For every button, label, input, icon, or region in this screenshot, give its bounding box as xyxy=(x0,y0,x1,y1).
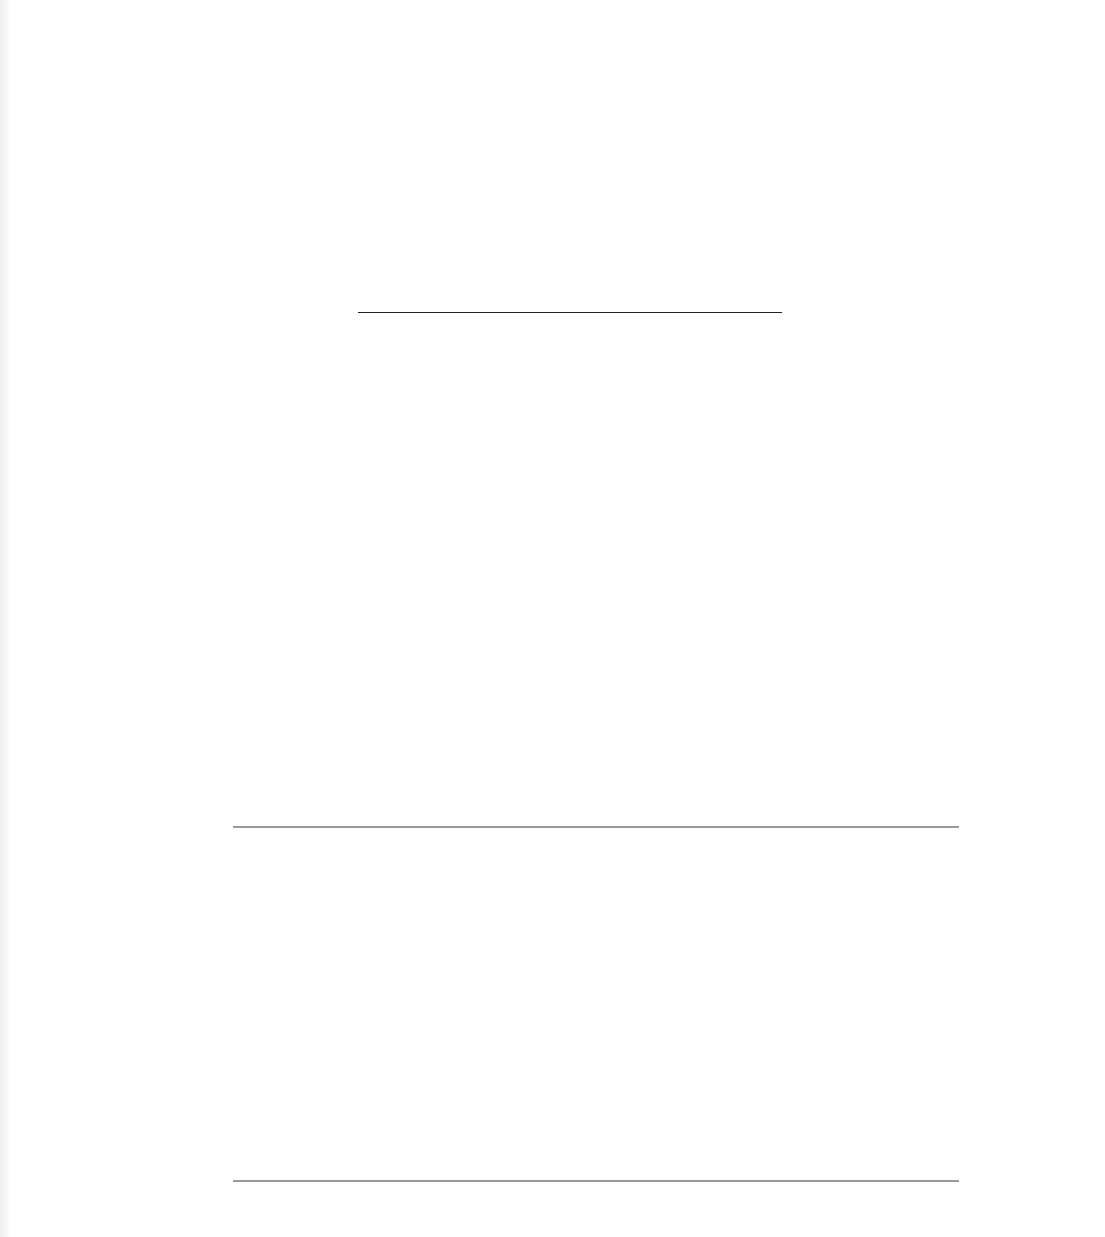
header-x1 xyxy=(360,290,418,313)
header-x5 xyxy=(628,290,686,313)
page-left-edge-shadow xyxy=(0,0,10,1237)
hospital-data-table xyxy=(358,290,782,313)
sas-output xyxy=(233,826,959,1182)
hospital-table-header xyxy=(358,290,782,313)
header-y xyxy=(686,290,782,313)
header-x3 xyxy=(488,290,572,313)
header-x2 xyxy=(418,290,488,313)
header-x4 xyxy=(572,290,628,313)
